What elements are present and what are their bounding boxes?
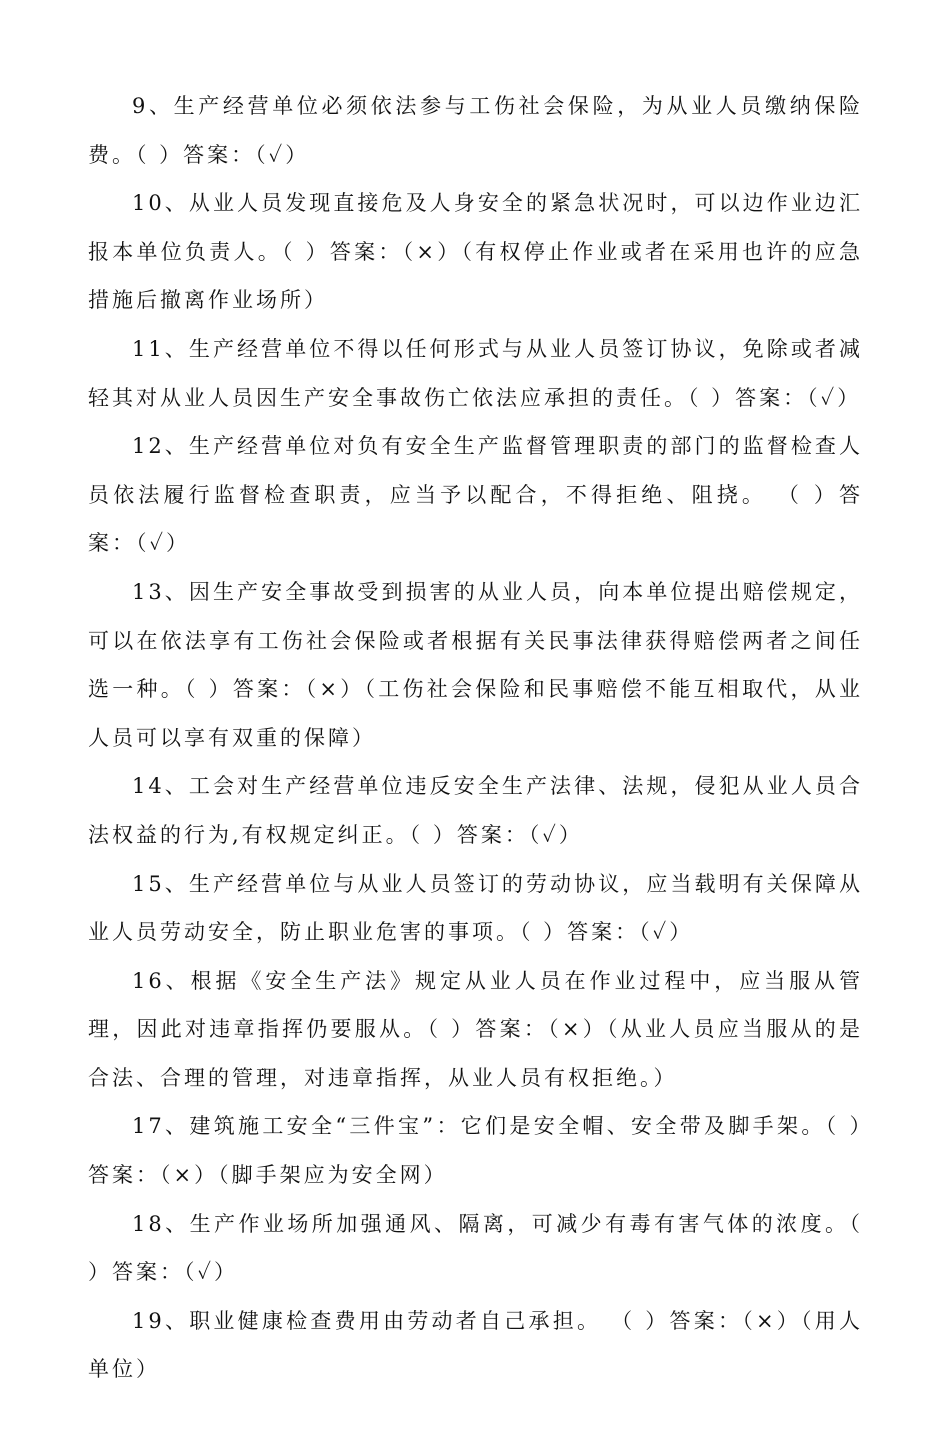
- question-13: 13、因生产安全事故受到损害的从业人员，向本单位提出赔偿规定，可以在依法享有工伤社会保险或者根据有关民事法律获得赔偿两者之间任选一种。（ ）答案：（×）（工伤社会保险和民事赔偿不能互相取代，从业人员可以享有双重的保障）: [88, 579, 863, 750]
- document-page: [88, 82, 863, 1394]
- question-11: 11、生产经营单位不得以任何形式与从业人员签订协议，免除或者减轻其对从业人员因生产安全事故伤亡依法应承担的责任。（ ）答案：（✓）: [88, 336, 863, 410]
- question-18: 18、生产作业场所加强通风、隔离，可减少有毒有害气体的浓度。（ ）答案：（✓）: [88, 1211, 863, 1285]
- question-15: 15、生产经营单位与从业人员签订的劳动协议，应当载明有关保障从业人员劳动安全，防止职业危害的事项。（ ）答案：（✓）: [88, 871, 863, 945]
- question-12: 12、生产经营单位对负有安全生产监督管理职责的部门的监督检查人员依法履行监督检查职责，应当予以配合，不得拒绝、阻挠。 （ ）答案：（✓）: [88, 434, 863, 556]
- question-16: 16、根据《安全生产法》规定从业人员在作业过程中，应当服从管理，因此对违章指挥仍要服从。（ ）答案：（×）（从业人员应当服从的是合法、合理的管理，对违章指挥，从业人员有权拒绝。）: [88, 968, 863, 1090]
- question-19: 19、职业健康检查费用由劳动者自己承担。 （ ）答案：（×）（用人单位）: [88, 1308, 863, 1382]
- question-10: 10、从业人员发现直接危及人身安全的紧急状况时，可以边作业边汇报本单位负责人。（ ）答案：（×）（有权停止作业或者在采用也许的应急措施后撤离作业场所）: [88, 191, 863, 313]
- question-14: 14、工会对生产经营单位违反安全生产法律、法规，侵犯从业人员合法权益的行为,有权规定纠正。（ ）答案：（✓）: [88, 774, 863, 847]
- question-9: 9、生产经营单位必须依法参与工伤社会保险，为从业人员缴纳保险费。（ ）答案：（✓）: [88, 94, 863, 167]
- question-17: 17、建筑施工安全“三件宝”：它们是安全帽、安全带及脚手架。（ ）答案：（×）（脚手架应为安全网）: [88, 1114, 863, 1188]
